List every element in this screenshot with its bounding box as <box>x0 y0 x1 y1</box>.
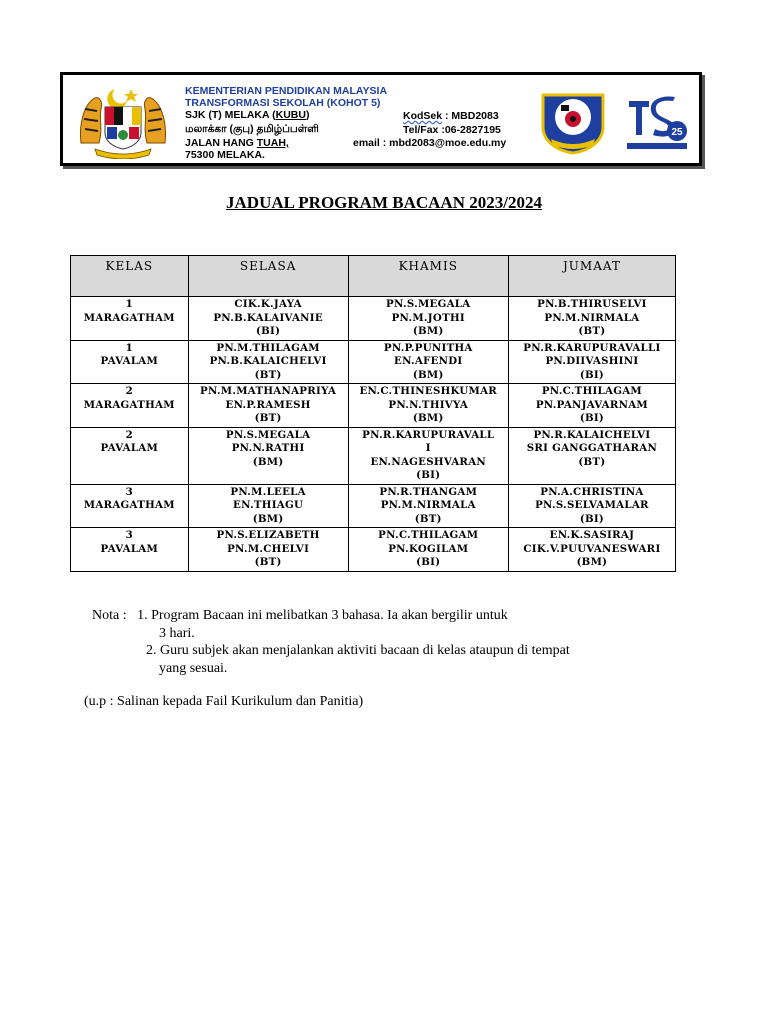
cell-khamis: PN.R.THANGAM PN.M.NIRMALA (BT) <box>348 484 508 528</box>
cell-khamis: PN.R.KARUPURAVALL I EN.NAGESHVARAN (BI) <box>348 427 508 484</box>
cell-khamis: PN.P.PUNITHA EN.AFENDI (BM) <box>348 340 508 384</box>
header-khamis: KHAMIS <box>348 256 508 297</box>
notes-section <box>84 607 570 711</box>
cell-jumaat: EN.K.SASIRAJ CIK.V.PUUVANESWARI (BM) <box>508 528 675 572</box>
street-address: JALAN HANG TUAH, <box>185 137 289 149</box>
header-selasa: SELASA <box>188 256 348 297</box>
cell-kelas: 1 PAVALAM <box>71 340 189 384</box>
cell-kelas: 3 PAVALAM <box>71 528 189 572</box>
cell-selasa: PN.S.MEGALA PN.N.RATHI (BM) <box>188 427 348 484</box>
cell-selasa: PN.S.ELIZABETH PN.M.CHELVI (BT) <box>188 528 348 572</box>
note-1-line-1: Nota : 1. Program Bacaan ini melibatkan 3 bahasa. Ia akan bergilir untuk <box>92 608 508 623</box>
cell-selasa: PN.M.MATHANAPRIYA EN.P.RAMESH (BT) <box>188 384 348 428</box>
table-row <box>71 427 676 484</box>
program-name: TRANSFORMASI SEKOLAH (KOHOT 5) <box>185 97 381 109</box>
school-name: SJK (T) MELAKA (KUBU) <box>185 109 310 121</box>
table-row <box>71 484 676 528</box>
cell-khamis: PN.S.MEGALA PN.M.JOTHI (BM) <box>348 297 508 341</box>
table-row <box>71 340 676 384</box>
contact-block <box>403 109 501 137</box>
school-logo <box>537 89 609 155</box>
transformasi-sekolah-logo <box>623 91 691 155</box>
header-kelas: KELAS <box>71 256 189 297</box>
cell-jumaat: PN.B.THIRUSELVI PN.M.NIRMALA (BT) <box>508 297 675 341</box>
table-row <box>71 384 676 428</box>
table-row <box>71 297 676 341</box>
ts-number: 25 <box>671 127 683 138</box>
note-2-line-1: 2. Guru subjek akan menjalankan aktiviti bacaan di kelas ataupun di tempat <box>146 643 570 658</box>
cell-jumaat: PN.A.CHRISTINA PN.S.SELVAMALAR (BI) <box>508 484 675 528</box>
cell-selasa: CIK.K.JAYA PN.B.KALAIVANIE (BI) <box>188 297 348 341</box>
cc-note: (u.p : Salinan kepada Fail Kurikulum dan Panitia) <box>84 694 364 709</box>
cell-jumaat: PN.R.KARUPURAVALLI PN.DIIVASHINI (BI) <box>508 340 675 384</box>
schedule-table <box>70 255 676 572</box>
cell-selasa: PN.M.LEELA EN.THIAGU (BM) <box>188 484 348 528</box>
page-title: JADUAL PROGRAM BACAAN 2023/2024 <box>226 193 542 212</box>
malaysia-coat-of-arms-logo <box>77 85 169 159</box>
telfax: Tel/Fax :06-2827195 <box>403 124 501 136</box>
header-jumaat: JUMAAT <box>508 256 675 297</box>
table-row <box>71 528 676 572</box>
cell-kelas: 2 MARAGATHAM <box>71 384 189 428</box>
letterhead <box>60 72 702 166</box>
cell-kelas: 3 MARAGATHAM <box>71 484 189 528</box>
cell-khamis: EN.C.THINESHKUMAR PN.N.THIVYA (BM) <box>348 384 508 428</box>
postcode: 75300 MELAKA. <box>185 149 265 161</box>
note-2-line-2: yang sesuai. <box>159 660 228 676</box>
cell-selasa: PN.M.THILAGAM PN.B.KALAICHELVI (BT) <box>188 340 348 384</box>
table-header-row <box>71 256 676 297</box>
note-1-line-2: 3 hari. <box>159 625 195 641</box>
school-tamil-name: மலாக்கா (குபு) தமிழ்ப்பள்ளி <box>185 123 319 135</box>
kodsek: KodSek : MBD2083 <box>403 110 499 122</box>
cell-jumaat: PN.C.THILAGAM PN.PANJAVARNAM (BI) <box>508 384 675 428</box>
email: email : mbd2083@moe.edu.my <box>353 137 507 149</box>
cell-jumaat: PN.R.KALAICHELVI SRI GANGGATHARAN (BT) <box>508 427 675 484</box>
cell-kelas: 2 PAVALAM <box>71 427 189 484</box>
letterhead-text <box>185 85 387 161</box>
cell-khamis: PN.C.THILAGAM PN.KOGILAM (BI) <box>348 528 508 572</box>
cell-kelas: 1 MARAGATHAM <box>71 297 189 341</box>
ministry-name: KEMENTERIAN PENDIDIKAN MALAYSIA <box>185 85 388 97</box>
